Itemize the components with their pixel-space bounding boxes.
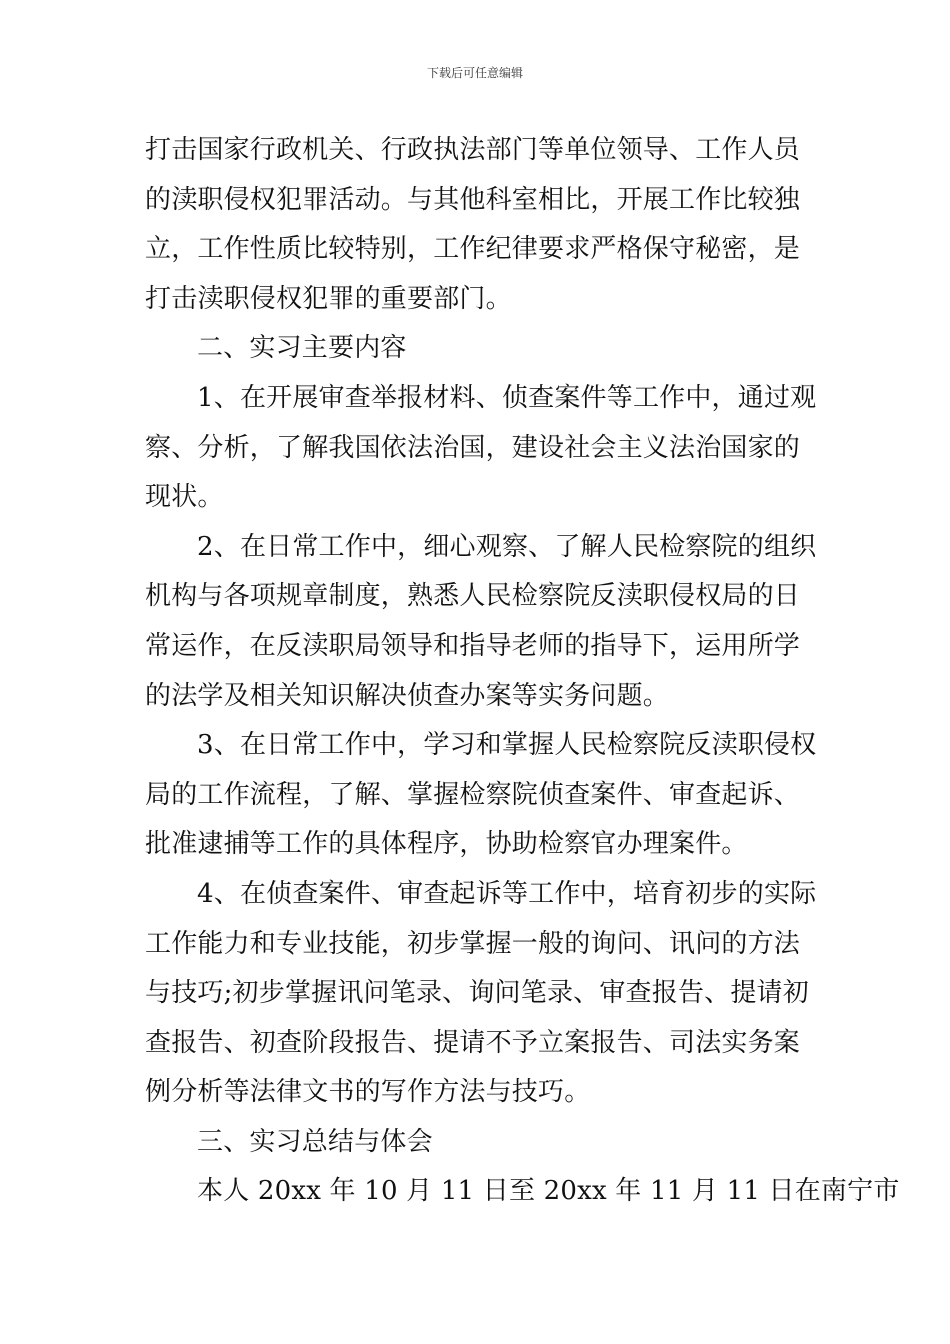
paragraph-start: 3、在日常工作中，学习和掌握人民检察院反渎职侵权 bbox=[197, 730, 817, 761]
text-line: 察、分析，了解我国依法治国，建设社会主义法治国家的 bbox=[145, 432, 801, 463]
section-heading: 二、实习主要内容 bbox=[197, 333, 407, 364]
document-body bbox=[145, 126, 900, 1217]
text-line: 打击国家行政机关、行政执法部门等单位领导、工作人员 bbox=[145, 135, 801, 165]
text-line: 局的工作流程，了解、掌握检察院侦查案件、审查起诉、 bbox=[145, 779, 801, 810]
text-line: 打击渎职侵权犯罪的重要部门。 bbox=[145, 283, 512, 314]
text-line: 现状。 bbox=[145, 482, 224, 513]
text-line: 例分析等法律文书的写作方法与技巧。 bbox=[145, 1077, 591, 1108]
text-line: 工作能力和专业技能，初步掌握一般的询问、讯问的方法 bbox=[145, 928, 801, 959]
text-line: 的渎职侵权犯罪活动。与其他科室相比，开展工作比较独 bbox=[145, 184, 801, 215]
text-line: 机构与各项规章制度，熟悉人民检察院反渎职侵权局的日 bbox=[145, 581, 801, 612]
text-line: 的法学及相关知识解决侦查办案等实务问题。 bbox=[145, 680, 670, 711]
text-line: 批准逮捕等工作的具体程序，协助检察官办理案件。 bbox=[145, 829, 748, 860]
text-line: 查报告、初查阶段报告、提请不予立案报告、司法实务案 bbox=[145, 1027, 801, 1058]
text-line: 立，工作性质比较特别，工作纪律要求严格保守秘密，是 bbox=[145, 234, 801, 265]
paragraph-start: 2、在日常工作中，细心观察、了解人民检察院的组织 bbox=[197, 531, 817, 562]
paragraph-start: 本人 20xx 年 10 月 11 日至 20xx 年 11 月 11 日在南宁市 bbox=[197, 1176, 900, 1207]
paragraph-start: 1、在开展审查举报材料、侦查案件等工作中，通过观 bbox=[197, 382, 817, 413]
paragraph-start: 4、在侦查案件、审查起诉等工作中，培育初步的实际 bbox=[197, 878, 817, 909]
section-heading: 三、实习总结与体会 bbox=[197, 1126, 433, 1157]
text-line: 常运作，在反渎职局领导和指导老师的指导下，运用所学 bbox=[145, 630, 801, 661]
page-header-note: 下载后可任意编辑 bbox=[426, 66, 523, 80]
text-line: 与技巧;初步掌握讯问笔录、询问笔录、审查报告、提请初 bbox=[145, 978, 809, 1009]
